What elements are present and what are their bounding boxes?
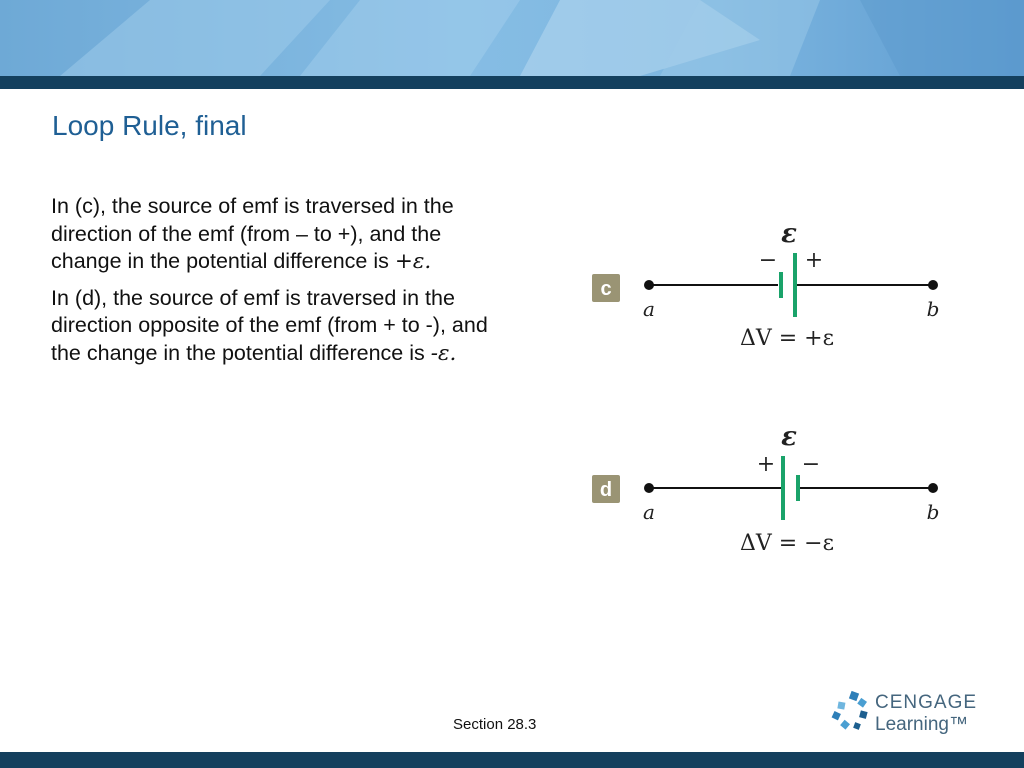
footer-section-label: Section 28.3 [453, 716, 537, 733]
top-stripe [0, 76, 1024, 89]
slide-title: Loop Rule, final [52, 110, 247, 141]
panel-d-label: d [599, 479, 613, 501]
paragraph-d-text: In (d), the source of emf is traversed in the direction opposite of the emf (from + to -), and the change in the potential difference is [51, 285, 488, 365]
circuit-figure [585, 210, 965, 570]
panel-c-right-sign: + [804, 248, 824, 273]
paragraph-c-symbol: +ε. [394, 249, 432, 274]
panel-d-label-b: b [926, 500, 940, 524]
top-banner [0, 0, 1024, 76]
panel-d-point-b [928, 483, 938, 493]
panel-d-emf-symbol: ε [781, 422, 797, 452]
bottom-stripe [0, 752, 1024, 768]
panel-c-emf-symbol: ε [781, 219, 797, 249]
cengage-logo-icon [830, 690, 872, 738]
panel-c-left-sign: − [758, 248, 778, 273]
banner-decoration [0, 0, 1024, 76]
panel-d [592, 422, 939, 556]
logo-wordmark-top: CENGAGE [875, 692, 978, 713]
panel-d-right-sign: − [801, 452, 821, 477]
panel-c-label: c [600, 278, 612, 300]
panel-c-point-b [928, 280, 938, 290]
body-text [51, 193, 501, 376]
panel-c-point-a [644, 280, 654, 290]
logo-wordmark-bottom: Learning™ [875, 714, 968, 735]
panel-d-equation: ΔV = −ε [739, 531, 835, 556]
panel-c-label-a: a [643, 297, 655, 321]
paragraph-d-symbol: -ε. [430, 340, 457, 366]
paragraph-c [51, 193, 501, 276]
paragraph-d [51, 285, 501, 368]
panel-d-left-sign: + [756, 452, 776, 477]
panel-c-label-b: b [926, 297, 940, 321]
panel-c [592, 219, 939, 351]
cengage-logo [830, 690, 990, 738]
panel-d-label-a: a [643, 500, 655, 524]
panel-d-point-a [644, 483, 654, 493]
paragraph-c-text: In (c), the source of emf is traversed in the direction of the emf (from – to +), and the change in the potential difference is [51, 194, 454, 273]
panel-c-equation: ΔV = +ε [739, 326, 835, 351]
